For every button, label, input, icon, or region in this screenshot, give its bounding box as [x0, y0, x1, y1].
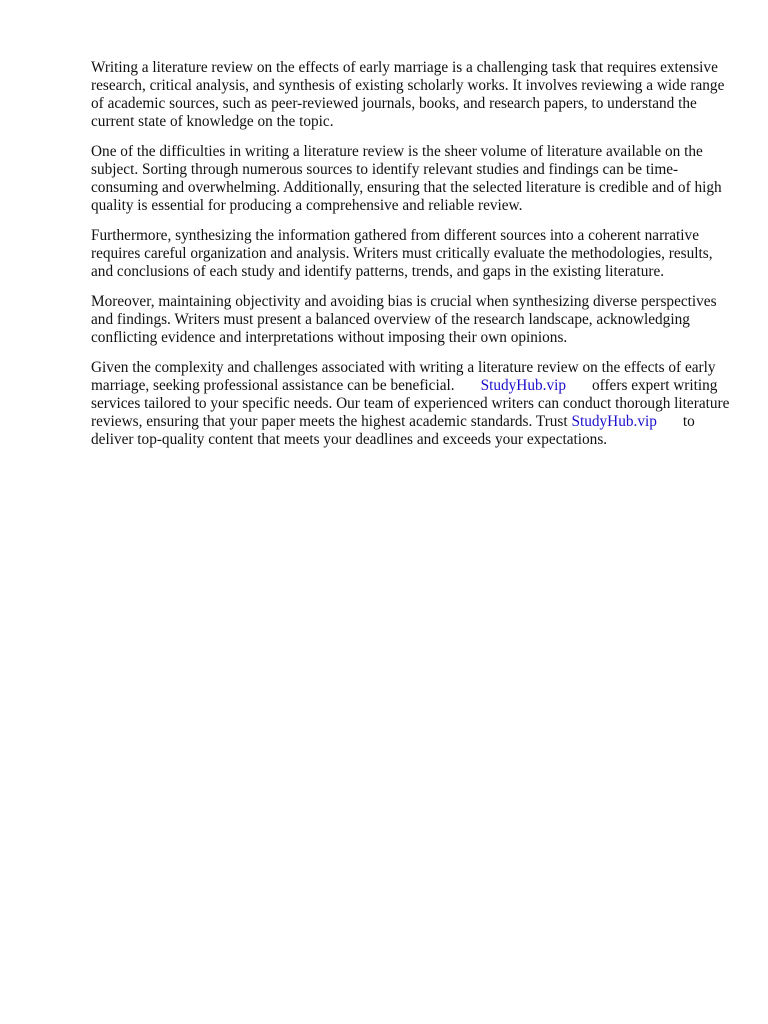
paragraph-synthesis: Furthermore, synthesizing the information gathered from different sources into a coherent narrative requires careful organization and analysis. Writers must critically evaluate the methodologies, results, and conclusions of each study and identify patterns, trends, and gaps in the existing literature. — [91, 227, 713, 280]
assistance-text-1: Given the complexity and challenges associated with writing a literature review on the effects of early marriage, seeking professional assistance can be beneficial. — [91, 359, 716, 394]
studyhub-link-2[interactable]: StudyHub.vip — [571, 413, 657, 430]
studyhub-link-1[interactable]: StudyHub.vip — [480, 377, 566, 394]
paragraph-objectivity: Moreover, maintaining objectivity and avoiding bias is crucial when synthesizing diverse perspectives and findings. Writers must present a balanced overview of the research landscape, acknowledging conflicting evidence and interpretations without imposing their own opinions. — [91, 293, 717, 346]
paragraph-difficulties: One of the difficulties in writing a literature review is the sheer volume of literature available on the subject. Sorting through numerous sources to identify relevant studies and findings can be time-consuming and overwhelming. Additionally, ensuring that the selected literature is credible and of high quality is essential for producing a comprehensive and reliable review. — [91, 143, 722, 214]
paragraph-assistance — [91, 359, 731, 449]
document-body — [91, 59, 731, 461]
assistance-text-3: to deliver top-quality content that meets your deadlines and exceeds your expectations. — [91, 413, 695, 448]
paragraph-intro: Writing a literature review on the effects of early marriage is a challenging task that requires extensive research, critical analysis, and synthesis of existing scholarly works. It involves reviewing a wide range of academic sources, such as peer-reviewed journals, books, and research papers, to understand the current state of knowledge on the topic. — [91, 59, 725, 130]
assistance-text-2: offers expert writing services tailored to your specific needs. Our team of experienced writers can conduct thorough literature reviews, ensuring that your paper meets the highest academic standards. Trust — [91, 377, 730, 430]
